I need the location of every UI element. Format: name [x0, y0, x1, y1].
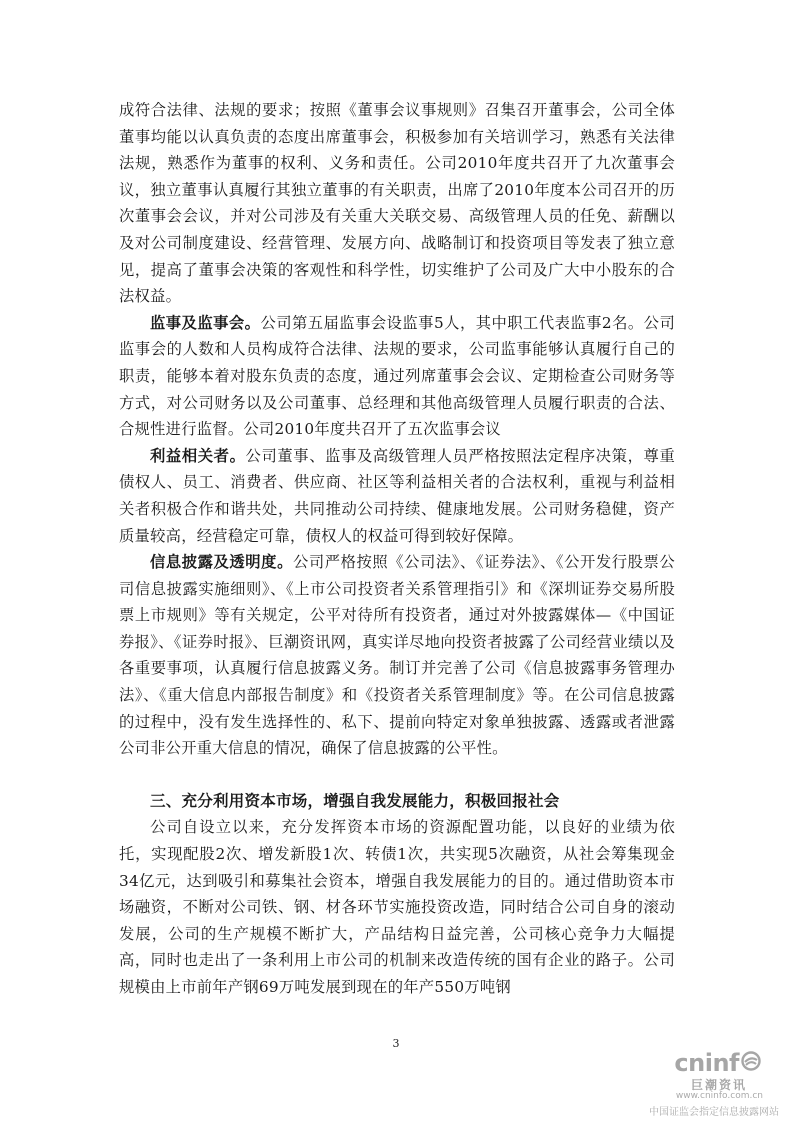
watermark-tagline: 中国证监会指定信息披露网站 [649, 1107, 779, 1118]
paragraph-board [119, 97, 675, 310]
watermark-chinese-name: 巨潮资讯 [690, 1078, 747, 1092]
paragraph-stakeholders [119, 443, 675, 549]
paragraph-text: 公司董事、监事及高级管理人员严格按照法定程序决策，尊重债权人、员工、消费者、供应商、社区等利益相关者的合法权利，重视与利益相关者积极合作和谐共处，共同推动公司持续、健康地发展。公司财务稳健，资产质量较高，经营稳定可靠，债权人的权益可得到较好保障。 [119, 446, 675, 545]
paragraph-supervisors [119, 310, 675, 443]
watermark-logo-text: cninf [674, 1049, 739, 1077]
page-number: 3 [392, 1037, 400, 1050]
document-body [119, 97, 675, 1001]
paragraph-lead: 利益相关者。 [150, 446, 246, 465]
paragraph-lead: 信息披露及透明度。 [150, 553, 293, 572]
paragraph-text: 公司严格按照《公司法》、《证券法》、《公开发行股票公司信息披露实施细则》、《上市公司投资者关系管理指引》和《深圳证券交易所股票上市规则》等有关规定，公平对待所有投资者，通过对外披露媒体—《中国证券报》、《证券时报》、巨潮资讯网，真实详尽地向投资者披露了公司经营业绩以及各重要事项，认真履行信息披露义务。制订并完善了公司《信息披露事务管理办法》、《重大信息内部报告制度》和《投资者关系管理制度》等。在公司信息披露的过程中，没有发生选择性的、私下、提前向特定对象单独披露、透露或者泄露公司非公开重大信息的情况，确保了信息披露的公平性。 [119, 553, 675, 758]
cninfo-watermark [619, 1046, 779, 1118]
watermark-url: www.cninfo.com.cn [675, 1091, 763, 1101]
watermark-logo [674, 1048, 761, 1078]
paragraph-text: 公司第五届监事会设监事5人，其中职工代表监事2名。公司监事会的人数和人员构成符合法律、法规的要求，公司监事能够认真履行自己的职责，能够本着对股东负责的态度，通过列席董事会会议、定期检查公司财务等方式，对公司财务以及公司董事、总经理和其他高级管理人员履行职责的合法、合规性进行监督。公司2010年度共召开了五次监事会议 [119, 313, 675, 439]
paragraph-text: 成符合法律、法规的要求；按照《董事会议事规则》召集召开董事会，公司全体董事均能以认真负责的态度出席董事会，积极参加有关培训学习，熟悉有关法律法规，熟悉作为董事的权利、义务和责任。公司2010年度共召开了九次董事会议，独立董事认真履行其独立董事的有关职责，出席了2010年度本公司召开的历次董事会会议，并对公司涉及有关重大关联交易、高级管理人员的任免、薪酬以及对公司制度建设、经营管理、发展方向、战略制订和投资项目等发表了独立意见，提高了董事会决策的客观性和科学性，切实维护了公司及广大中小股东的合法权益。 [119, 101, 675, 306]
cninfo-logo-icon [741, 1051, 761, 1075]
paragraph-lead: 监事及监事会。 [150, 313, 261, 332]
paragraph-capital-market: 公司自设立以来，充分发挥资本市场的资源配置功能，以良好的业绩为依托，实现配股2次、增发新股1次、转债1次，共实现5次融资，从社会筹集现金34亿元，达到吸引和募集社会资本，增强自我发展能力的目的。通过借助资本市场融资，不断对公司铁、钢、材各环节实施投资改造，同时结合公司自身的滚动发展，公司的生产规模不断扩大，产品结构日益完善，公司核心竞争力大幅提高，同时也走出了一条利用上市公司的机制来改造传统的国有企业的路子。公司规模由上市前年产钢69万吨发展到现在的年产550万吨钢 [119, 818, 675, 996]
section-heading: 三、充分利用资本市场，增强自我发展能力，积极回报社会 [150, 791, 560, 810]
paragraph-disclosure [119, 549, 675, 762]
